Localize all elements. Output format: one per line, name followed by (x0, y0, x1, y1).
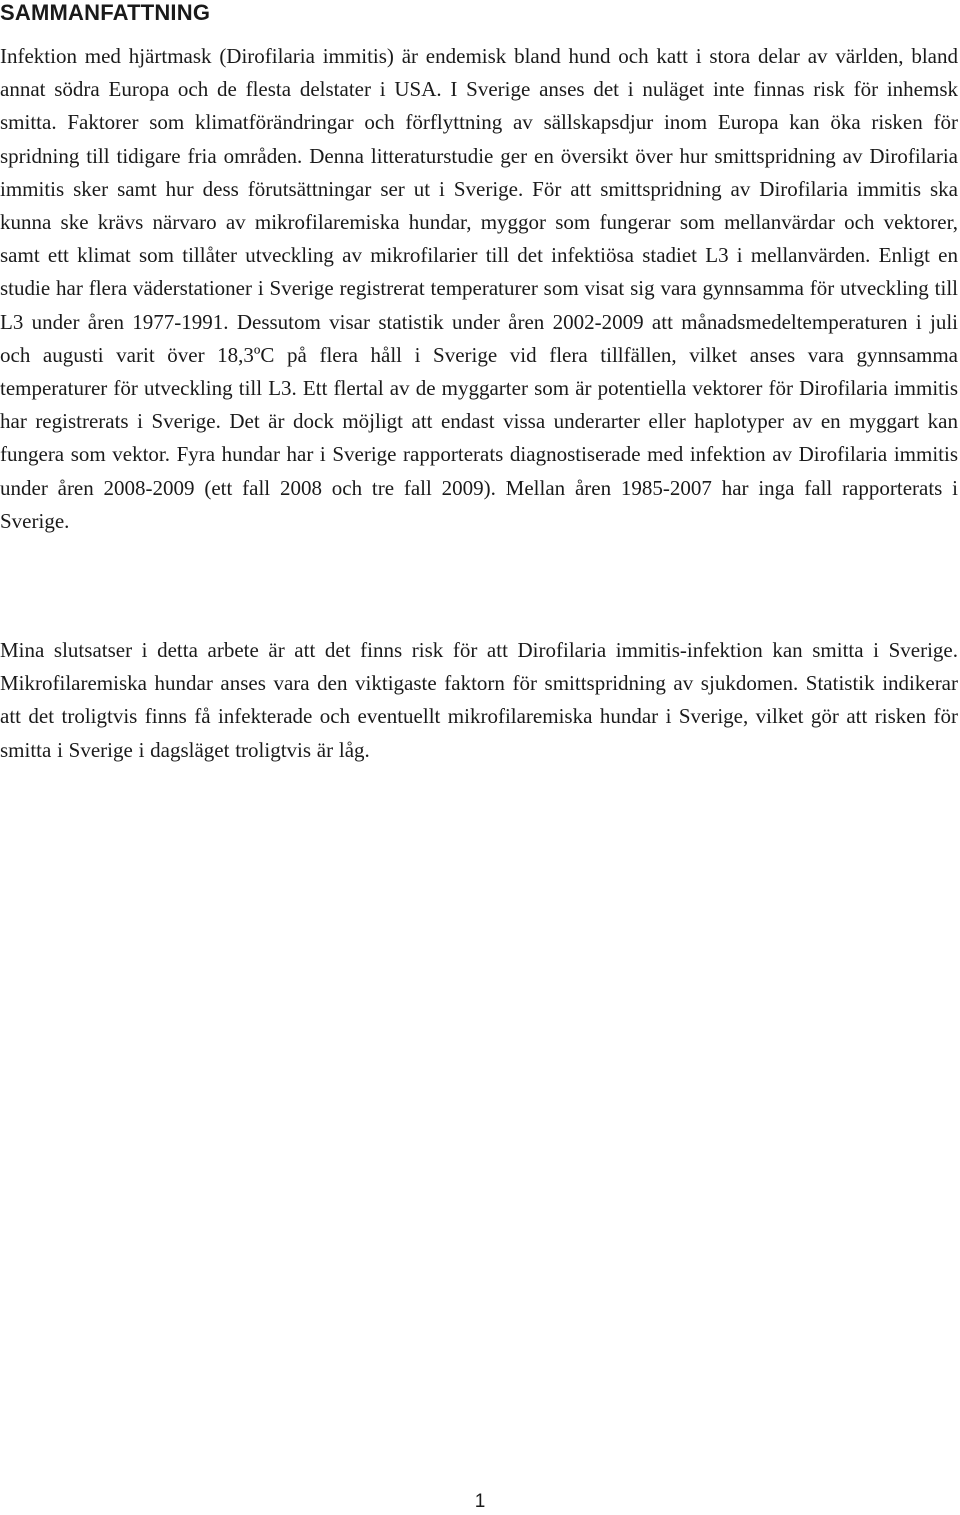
section-heading: SAMMANFATTNING (0, 0, 211, 25)
summary-paragraph-1: Infektion med hjärtmask (Dirofilaria immitis) är endemisk bland hund och katt i stora delar av världen, bland annat södra Europa och de flesta delstater i USA. I Sverige anses det i nuläget inte finnas risk för inhemsk smitta. Faktorer som klimatförändringar och förflyttning av sällskapsdjur inom Europa kan öka risken för spridning till tidigare fria områden. Denna litteraturstudie ger en översikt över hur smittspridning av Dirofilaria immitis sker samt hur dess förutsättningar ser ut i Sverige. För att smittspridning av Dirofilaria immitis ska kunna ske krävs närvaro av mikrofilaremiska hundar, myggor som fungerar som mellanvärdar och vektorer, samt ett klimat som tillåter utveckling av mikrofilarier till det infektiösa stadiet L3 i mellanvärden. Enligt en studie har flera väderstationer i Sverige registrerat temperaturer som visat sig vara gynnsamma för utveckling till L3 under åren 1977-1991. Dessutom visar statistik under åren 2002-2009 att månadsmedeltemperaturen i juli och augusti varit över 18,3ºC på flera håll i Sverige vid flera tillfällen, vilket anses vara gynnsamma temperaturer för utveckling till L3. Ett flertal av de myggarter som är potentiella vektorer för Dirofilaria immitis har registrerats i Sverige. Det är dock möjligt att endast vissa underarter eller haplotyper av en myggart kan fungera som vektor. Fyra hundar har i Sverige rapporterats diagnostiserade med infektion av Dirofilaria immitis under åren 2008-2009 (ett fall 2008 och tre fall 2009). Mellan åren 1985-2007 har inga fall rapporterats i Sverige. (0, 44, 958, 533)
page-number: 1 (474, 1491, 486, 1512)
summary-paragraph-2: Mina slutsatser i detta arbete är att det finns risk för att Dirofilaria immitis-infektion kan smitta i Sverige. Mikrofilaremiska hundar anses vara den viktigaste faktorn för smittspridning av sjukdomen. Statistik indikerar att det troligtvis finns få infekterade och eventuellt mikrofilaremiska hundar i Sverige, vilket gör att risken för smitta i Sverige i dagsläget troligtvis är låg. (0, 638, 958, 762)
